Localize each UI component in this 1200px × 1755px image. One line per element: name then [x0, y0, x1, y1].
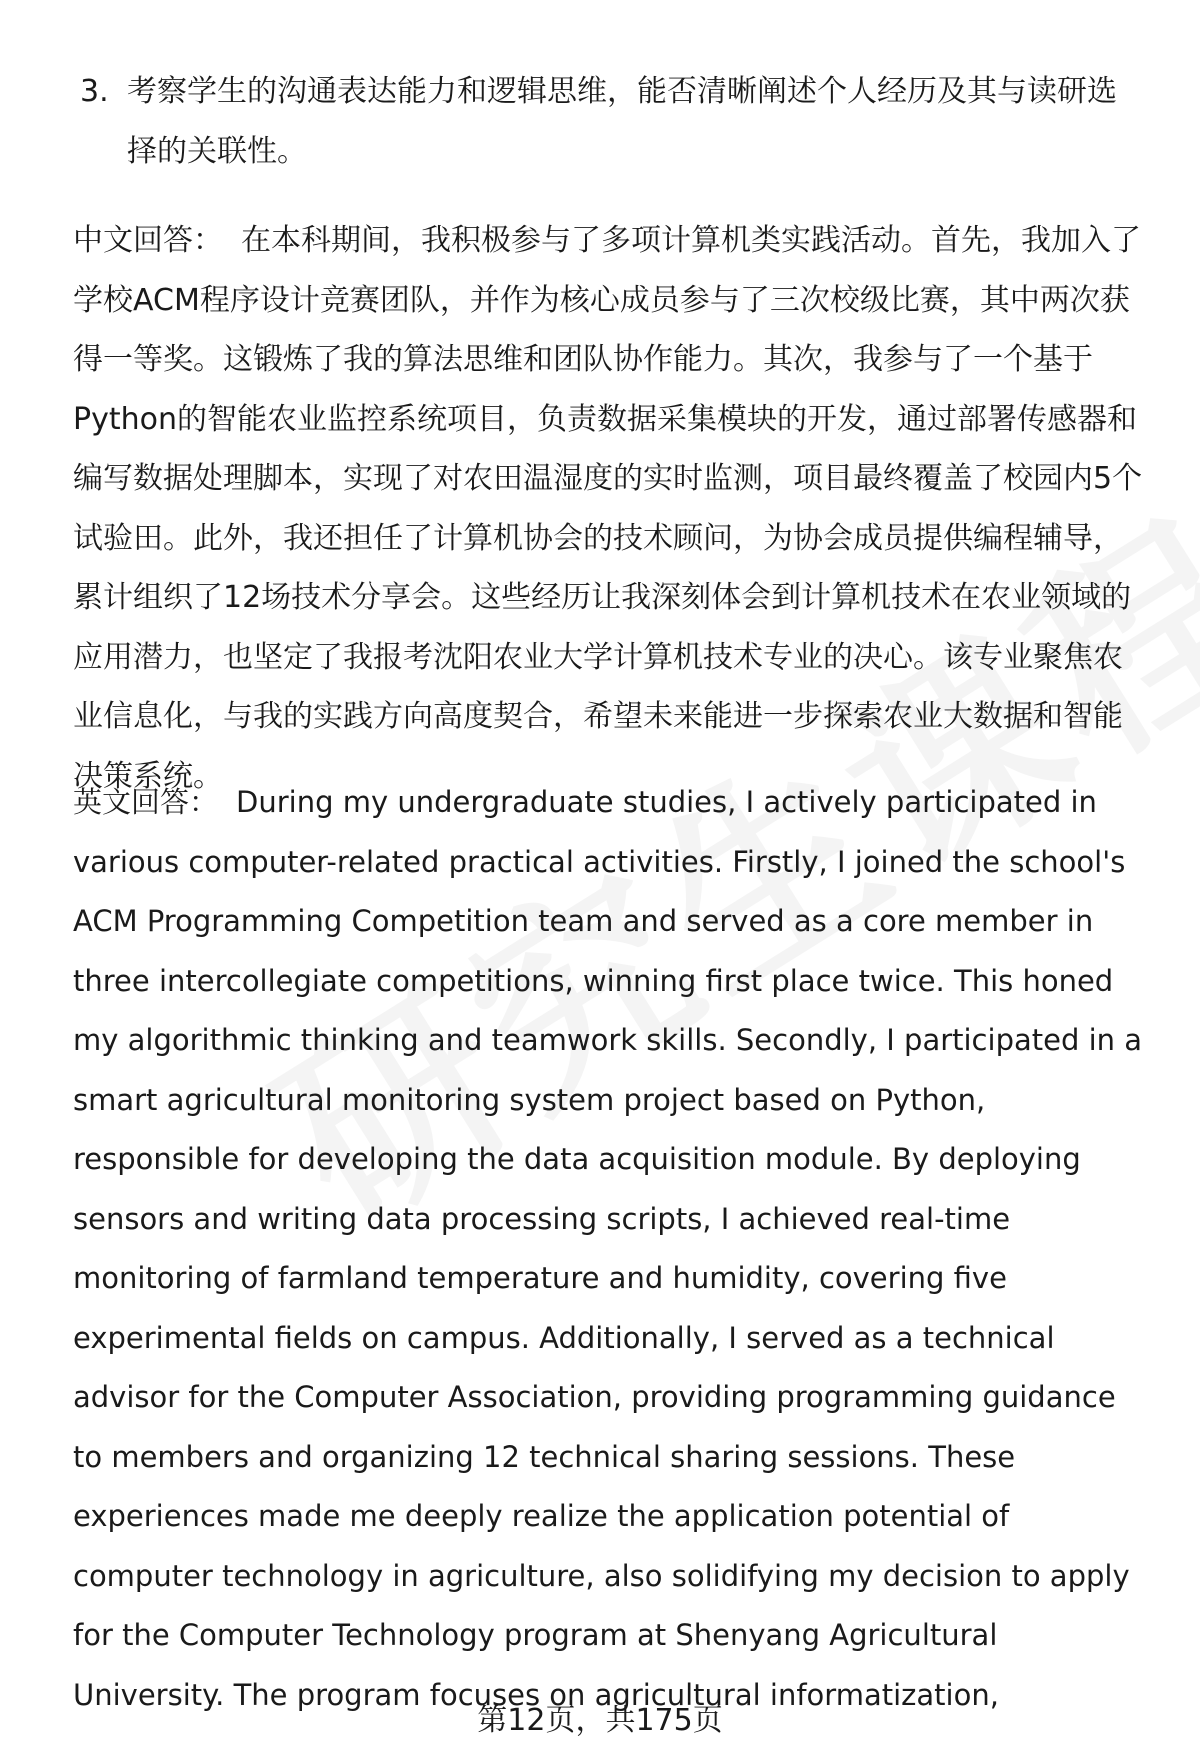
chinese-answer	[73, 211, 1150, 806]
chinese-answer-label: 中文回答：	[73, 223, 223, 258]
question-text: 考察学生的沟通表达能力和逻辑思维，能否清晰阐述个人经历及其与读研选择的关联性。	[127, 74, 1117, 169]
question-number: 3.	[80, 74, 109, 109]
question-item	[80, 62, 1140, 182]
chinese-answer-text: 在本科期间，我积极参与了多项计算机类实践活动。首先，我加入了学校ACM程序设计竞赛团队，并作为核心成员参与了三次校级比赛，其中两次获得一等奖。这锻炼了我的算法思维和团队协作能力。其次，我参与了一个基于Python的智能农业监控系统项目，负责数据采集模块的开发，通过部署传感器和编写数据处理脚本，实现了对农田温湿度的实时监测，项目最终覆盖了校园内5个试验田。此外，我还担任了计算机协会的技术顾问，为协会成员提供编程辅导，累计组织了12场技术分享会。这些经历让我深刻体会到计算机技术在农业领域的应用潜力，也坚定了我报考沈阳农业大学计算机技术专业的决心。该专业聚焦农业信息化，与我的实践方向高度契合，希望未来能进一步探索农业大数据和智能决策系统。	[73, 223, 1143, 794]
english-answer	[73, 773, 1150, 1725]
page-number: 第12页，共175页	[477, 1703, 723, 1738]
english-answer-text: During my undergraduate studies, I actively participated in various computer-related practical activities. Firstly, I joined the school's ACM Programming Competition team and served as a core member in three intercollegiate competitions, winning first place twice. This honed my algorithmic thinking and teamwork skills. Secondly, I participated in a smart agricultural monitoring system project based on Python, responsible for developing the data acquisition module. By deploying sensors and writing data processing scripts, I achieved real-time monitoring of farmland temperature and humidity, covering five experimental fields on campus. Additionally, I served as a technical advisor for the Computer Association, providing programming guidance to members and organizing 12 technical sharing sessions. These experiences made me deeply realize the application potential of computer technology in agriculture, also solidifying my decision to apply for the Computer Technology program at Shenyang Agricultural University. The program focuses on agricultural informatization,	[73, 785, 1143, 1712]
english-answer-label: 英文回答：	[73, 785, 219, 819]
